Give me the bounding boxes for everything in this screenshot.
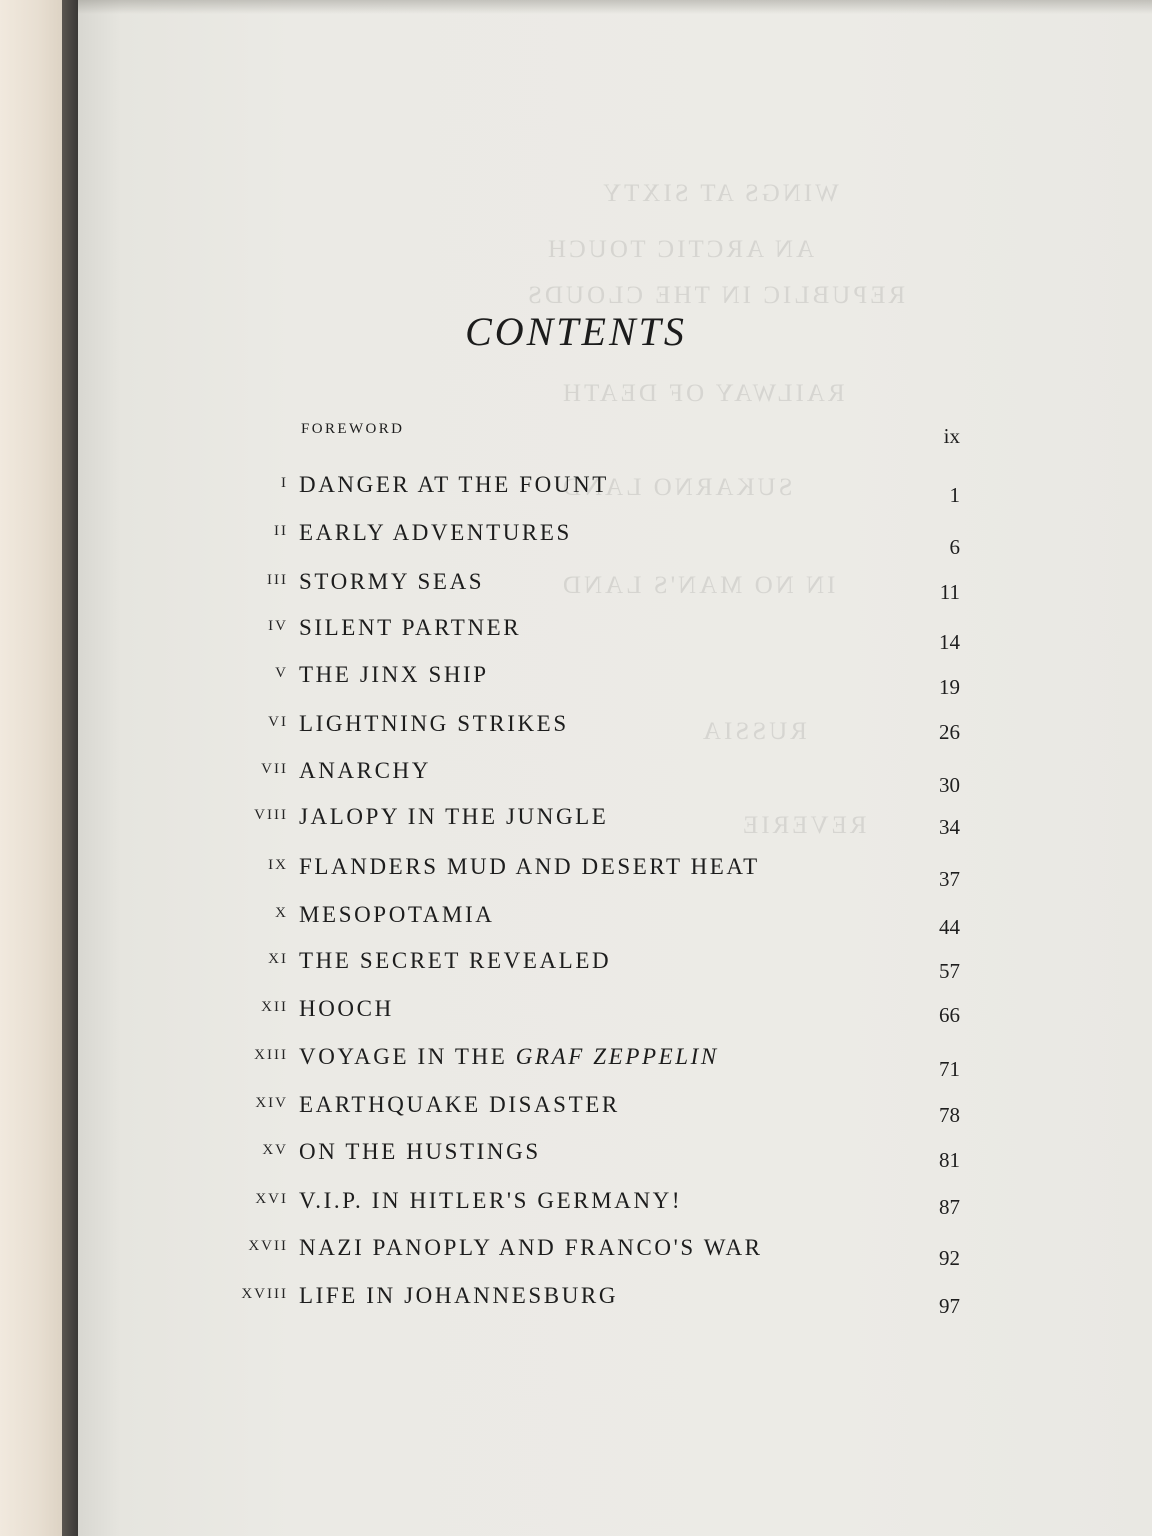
toc-page-number: 57	[939, 959, 960, 983]
chapter-title	[299, 1283, 618, 1309]
chapter-number: IV	[268, 618, 288, 634]
chapter-title-text: SILENT PARTNER	[299, 615, 522, 640]
toc-chapter-row	[0, 790, 1152, 839]
toc-page-number: 78	[939, 1103, 960, 1127]
toc-chapter-row	[0, 1269, 1152, 1318]
toc-page-number: 66	[939, 1003, 960, 1027]
toc-chapter-row	[0, 1078, 1152, 1127]
bleed-through-text: SUKARNO LAND	[560, 474, 793, 501]
chapter-title	[299, 1044, 719, 1070]
chapter-title-text: VOYAGE IN THE	[299, 1044, 516, 1069]
chapter-title-text: LIFE IN JOHANNESBURG	[299, 1283, 619, 1308]
chapter-title-text: MESOPOTAMIA	[299, 902, 495, 927]
chapter-number: XI	[268, 951, 288, 967]
toc-page-number: 19	[939, 675, 960, 699]
toc-chapter-row	[0, 934, 1152, 983]
toc-chapter-row	[0, 1221, 1152, 1270]
chapter-title-text: LIGHTNING STRIKES	[299, 711, 569, 736]
chapter-title	[299, 804, 608, 830]
chapter-number: VI	[268, 714, 288, 730]
toc-chapter-row	[0, 601, 1152, 654]
toc-foreword-row	[0, 398, 1152, 448]
chapter-title	[299, 569, 484, 595]
chapter-title-text: THE SECRET REVEALED	[299, 948, 612, 973]
toc-chapter-row	[0, 1174, 1152, 1219]
chapter-title-italic: GRAF ZEPPELIN	[515, 1044, 719, 1069]
toc-page-number: 14	[939, 630, 960, 654]
toc-page-number: 44	[939, 915, 960, 939]
toc-page-number: 97	[939, 1294, 960, 1318]
chapter-title	[299, 711, 569, 737]
chapter-title	[299, 472, 609, 498]
toc-chapter-row	[0, 648, 1152, 699]
toc-page-number: 11	[939, 580, 960, 604]
toc-page-number: 81	[939, 1148, 960, 1172]
chapter-title-text: JALOPY IN THE JUNGLE	[299, 804, 609, 829]
chapter-title-text: STORMY SEAS	[299, 569, 485, 594]
page-top-shadow	[78, 0, 1152, 14]
toc-page-number: 1	[949, 483, 960, 507]
chapter-number: X	[275, 905, 288, 921]
toc-chapter-row	[0, 555, 1152, 604]
bleed-through-text: IN NO MAN'S LAND	[560, 572, 836, 599]
chapter-title-text: ANARCHY	[299, 758, 431, 783]
chapter-title-text: THE JINX SHIP	[299, 662, 489, 687]
toc-page-number: 26	[939, 720, 960, 744]
chapter-number: VII	[261, 761, 288, 777]
toc-chapter-row	[0, 697, 1152, 744]
toc-page-number: 30	[939, 773, 960, 797]
bleed-through-text: REPUBLIC IN THE CLOUDS	[525, 282, 906, 309]
chapter-title-text: HOOCH	[299, 996, 394, 1021]
chapter-number: XII	[261, 999, 288, 1015]
chapter-number: I	[281, 475, 288, 491]
chapter-title	[299, 1235, 763, 1261]
toc-page-number: ix	[943, 424, 960, 448]
foreword-label: FOREWORD	[301, 421, 405, 437]
bleed-through-text: REVERIE	[740, 812, 867, 839]
chapter-title-text: V.I.P. IN HITLER'S GERMANY!	[299, 1188, 683, 1213]
toc-chapter-row	[0, 458, 1152, 507]
toc-chapter-row	[0, 840, 1152, 891]
chapter-number: XIII	[254, 1047, 288, 1063]
toc-chapter-row	[0, 744, 1152, 797]
chapter-number: VIII	[254, 807, 288, 823]
toc-chapter-row	[0, 1030, 1152, 1081]
bleed-through-text: RUSSIA	[700, 718, 807, 745]
chapter-title	[299, 1188, 682, 1214]
toc-page-number: 92	[939, 1246, 960, 1270]
toc-page-number: 34	[939, 815, 960, 839]
chapter-title	[299, 854, 760, 880]
toc-chapter-row	[0, 506, 1152, 559]
chapter-title-text: EARTHQUAKE DISASTER	[299, 1092, 620, 1117]
chapter-number: III	[267, 572, 288, 588]
chapter-number: IX	[268, 857, 288, 873]
chapter-title	[299, 520, 572, 546]
chapter-title	[299, 615, 521, 641]
toc-chapter-row	[0, 888, 1152, 939]
chapter-title	[299, 662, 489, 688]
chapter-title	[299, 996, 394, 1022]
chapter-number: XIV	[255, 1095, 288, 1111]
toc-chapter-row	[0, 982, 1152, 1027]
toc-page-number: 87	[939, 1195, 960, 1219]
chapter-title	[299, 948, 611, 974]
chapter-number: XVII	[248, 1238, 288, 1254]
chapter-number: XV	[262, 1142, 288, 1158]
chapter-number: II	[274, 523, 288, 539]
toc-chapter-row	[0, 1125, 1152, 1172]
chapter-number: XVIII	[241, 1286, 288, 1302]
chapter-number: XVI	[255, 1191, 288, 1207]
toc-page-number: 6	[949, 535, 960, 559]
chapter-title-text: ON THE HUSTINGS	[299, 1139, 541, 1164]
chapter-title-text: FLANDERS MUD AND DESERT HEAT	[299, 854, 760, 879]
chapter-title	[299, 758, 431, 784]
page-title: CONTENTS	[465, 309, 687, 354]
chapter-number: V	[275, 665, 288, 681]
chapter-title	[299, 1139, 541, 1165]
chapter-title-text: NAZI PANOPLY AND FRANCO'S WAR	[299, 1235, 763, 1260]
toc-page-number: 71	[939, 1057, 960, 1081]
toc-page-number: 37	[939, 867, 960, 891]
bleed-through-text: AN ARCTIC TOUCH	[545, 236, 815, 263]
bleed-through-text: WINGS AT SIXTY	[600, 180, 839, 207]
chapter-title-text: EARLY ADVENTURES	[299, 520, 572, 545]
chapter-title	[299, 902, 494, 928]
chapter-title-text: DANGER AT THE FOUNT	[299, 472, 609, 497]
chapter-title	[299, 1092, 620, 1118]
bleed-through-text: RAILWAY OF DEATH	[560, 380, 845, 407]
